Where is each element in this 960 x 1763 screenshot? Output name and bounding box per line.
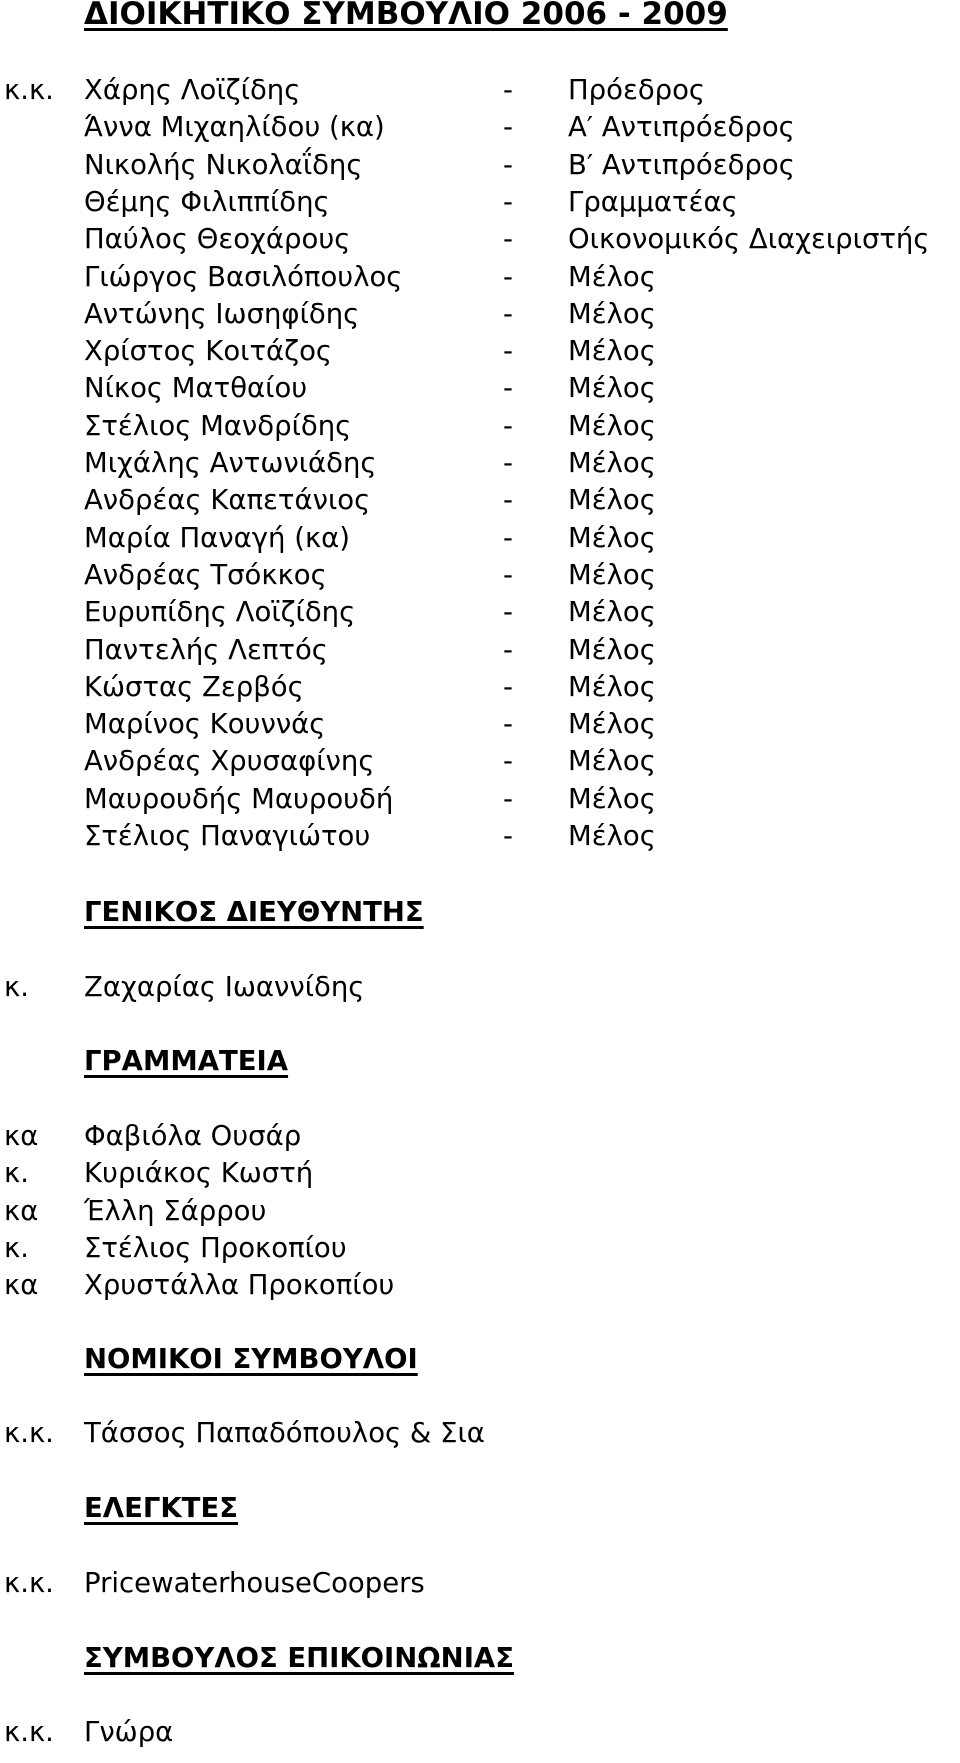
name-prefix: κ.κ.: [4, 1417, 54, 1449]
name-prefix: κ.: [4, 1157, 29, 1190]
member-name: Θέμης Φιλιππίδης: [84, 185, 330, 218]
name-prefix: κ.κ.: [4, 1716, 54, 1748]
separator-dash: -: [503, 297, 513, 330]
person-name: Φαβιόλα Ουσάρ: [84, 1120, 302, 1152]
member-name: Ανδρέας Τσόκκος: [84, 558, 327, 591]
member-name: Ανδρέας Καπετάνιος: [84, 484, 371, 517]
member-role: Μέλος: [568, 670, 656, 703]
member-role: Οικονομικός Διαχειριστής: [568, 223, 930, 256]
member-role: Μέλος: [568, 297, 656, 330]
member-role: Μέλος: [568, 596, 656, 629]
member-role: Μέλος: [568, 782, 656, 815]
member-name: Στέλιος Μανδρίδης: [84, 409, 352, 442]
separator-dash: -: [503, 111, 513, 144]
separator-dash: -: [503, 185, 513, 218]
member-role: Πρόεδρος: [568, 74, 706, 106]
legal-advisors-heading: ΝΟΜΙΚΟΙ ΣΥΜΒΟΥΛΟΙ: [84, 1343, 418, 1375]
member-role: Μέλος: [568, 820, 656, 852]
name-prefix: κ.κ.: [4, 1567, 54, 1599]
page-title: ΔΙΟΙΚΗΤΙΚΟ ΣΥΜΒΟΥΛΙΟ 2006 - 2009: [84, 0, 728, 32]
member-role: Γραμματέας: [568, 185, 738, 218]
name-prefix: κ.κ.: [4, 74, 54, 106]
separator-dash: -: [503, 484, 513, 517]
member-role: Α′ Αντιπρόεδρος: [568, 111, 795, 144]
separator-dash: -: [503, 782, 513, 815]
member-name: Γιώργος Βασιλόπουλος: [84, 260, 403, 293]
secretariat-heading: ΓΡΑΜΜΑΤΕΙΑ: [84, 1045, 289, 1077]
name-prefix: κα: [4, 1269, 39, 1302]
person-name: Χρυστάλλα Προκοπίου: [84, 1269, 395, 1302]
name-prefix: κ.: [4, 1231, 29, 1264]
member-role: Μέλος: [568, 409, 656, 442]
separator-dash: -: [503, 74, 513, 106]
member-name: Μαυρουδής Μαυρουδή: [84, 782, 394, 815]
member-name: Αντώνης Ιωσηφίδης: [84, 297, 360, 330]
member-role: Μέλος: [568, 372, 656, 405]
name-prefix: κα: [4, 1120, 39, 1152]
member-name: Κώστας Ζερβός: [84, 670, 304, 703]
separator-dash: -: [503, 596, 513, 629]
person-name: Γνώρα: [84, 1716, 174, 1748]
separator-dash: -: [503, 745, 513, 778]
member-role: Μέλος: [568, 633, 656, 666]
member-name: Χάρης Λοϊζίδης: [84, 74, 301, 106]
member-name: Ευρυπίδης Λοϊζίδης: [84, 596, 356, 629]
member-name: Μιχάλης Αντωνιάδης: [84, 447, 377, 479]
member-role: Μέλος: [568, 708, 656, 741]
person-name: Ζαχαρίας Ιωαννίδης: [84, 971, 365, 1003]
member-name: Χρίστος Κοιτάζος: [84, 335, 333, 368]
separator-dash: -: [503, 633, 513, 666]
separator-dash: -: [503, 521, 513, 554]
separator-dash: -: [503, 148, 513, 181]
communication-advisor-heading: ΣΥΜΒΟΥΛΟΣ ΕΠΙΚΟΙΝΩΝΙΑΣ: [84, 1642, 514, 1674]
general-director-heading: ΓΕΝΙΚΟΣ ΔΙΕΥΘΥΝΤΗΣ: [84, 896, 424, 928]
member-role: Μέλος: [568, 521, 656, 554]
member-role: Μέλος: [568, 558, 656, 591]
member-name: Άννα Μιχαηλίδου (κα): [84, 111, 385, 144]
separator-dash: -: [503, 372, 513, 405]
separator-dash: -: [503, 260, 513, 293]
member-name: Παύλος Θεοχάρους: [84, 223, 351, 256]
person-name: Έλλη Σάρρου: [84, 1194, 267, 1227]
member-name: Παντελής Λεπτός: [84, 633, 328, 666]
member-role: Μέλος: [568, 745, 656, 778]
separator-dash: -: [503, 670, 513, 703]
separator-dash: -: [503, 335, 513, 368]
name-prefix: κα: [4, 1194, 39, 1227]
person-name: Στέλιος Προκοπίου: [84, 1231, 347, 1264]
member-role: Μέλος: [568, 335, 656, 368]
member-name: Μαρία Παναγή (κα): [84, 521, 351, 554]
separator-dash: -: [503, 708, 513, 741]
person-name: Κυριάκος Κωστή: [84, 1157, 314, 1190]
separator-dash: -: [503, 409, 513, 442]
member-name: Νικολής Νικολαΐδης: [84, 148, 363, 181]
person-name: PricewaterhouseCoopers: [84, 1567, 425, 1599]
member-name: Στέλιος Παναγιώτου: [84, 820, 371, 852]
member-name: Νίκος Ματθαίου: [84, 372, 308, 405]
separator-dash: -: [503, 447, 513, 479]
auditors-heading: ΕΛΕΓΚΤΕΣ: [84, 1492, 239, 1524]
separator-dash: -: [503, 223, 513, 256]
name-prefix: κ.: [4, 971, 29, 1003]
member-role: Μέλος: [568, 484, 656, 517]
member-name: Ανδρέας Χρυσαφίνης: [84, 745, 375, 778]
member-name: Μαρίνος Κουννάς: [84, 708, 326, 741]
separator-dash: -: [503, 820, 513, 852]
person-name: Τάσσος Παπαδόπουλος & Σια: [84, 1417, 485, 1449]
member-role: Μέλος: [568, 447, 656, 479]
member-role: Μέλος: [568, 260, 656, 293]
member-role: Β′ Αντιπρόεδρος: [568, 148, 795, 181]
separator-dash: -: [503, 558, 513, 591]
